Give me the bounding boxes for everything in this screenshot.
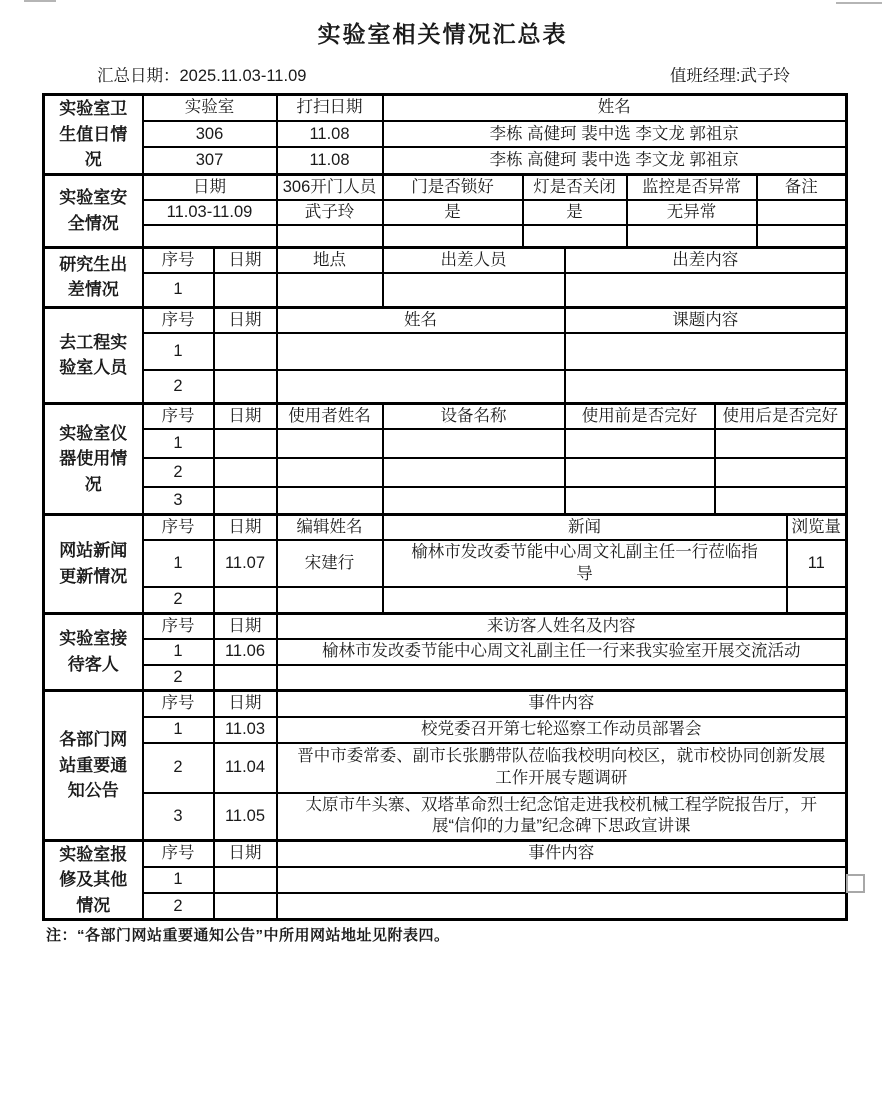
col-header: 姓名 — [383, 95, 847, 122]
cell — [214, 273, 277, 307]
col-header: 姓名 — [277, 307, 565, 333]
cell: 2 — [143, 370, 214, 403]
cell: 11.08 — [277, 147, 383, 174]
duty-manager-name: 武子玲 — [740, 67, 790, 85]
summary-date-label: 汇总日期： — [97, 67, 180, 85]
cell: 11.06 — [214, 639, 277, 664]
col-header: 日期 — [214, 514, 277, 540]
cell — [383, 225, 523, 247]
empty-checkbox — [846, 874, 865, 893]
cell — [383, 273, 565, 307]
cell: 李栋 高健珂 裴中选 李文龙 郭祖京 — [383, 147, 847, 174]
cell: 11.03 — [214, 717, 277, 742]
col-header: 地点 — [277, 247, 383, 273]
cell — [277, 867, 847, 894]
cell — [757, 200, 847, 225]
col-header: 出差内容 — [565, 247, 847, 273]
col-header: 序号 — [143, 690, 214, 717]
cell — [277, 587, 383, 613]
col-header: 设备名称 — [383, 403, 565, 429]
col-header: 306开门人员 — [277, 174, 383, 200]
col-header: 事件内容 — [277, 690, 847, 717]
cell: 2 — [143, 587, 214, 613]
col-header: 新闻 — [383, 514, 787, 540]
cell — [214, 370, 277, 403]
col-header: 浏览量 — [787, 514, 847, 540]
cell — [565, 458, 715, 487]
col-header: 课题内容 — [565, 307, 847, 333]
footnote: 注：“各部门网站重要通知公告”中所用网站地址见附表四。 — [46, 927, 450, 945]
cell: 1 — [143, 639, 214, 664]
cell — [715, 458, 847, 487]
col-header: 编辑姓名 — [277, 514, 383, 540]
cell — [565, 487, 715, 514]
cell: 是 — [523, 200, 627, 225]
cell: 1 — [143, 333, 214, 370]
section-header-notices: 各部门网站重要通知公告 — [44, 690, 143, 840]
cell: 榆林市发改委节能中心周文礼副主任一行莅临指导 — [383, 540, 787, 587]
cell — [277, 273, 383, 307]
summary-table — [42, 93, 848, 921]
cell: 武子玲 — [277, 200, 383, 225]
col-header: 使用后是否完好 — [715, 403, 847, 429]
cell: 1 — [143, 273, 214, 307]
section-header-guests: 实验室接待客人 — [44, 613, 143, 690]
cell: 11.04 — [214, 743, 277, 793]
cell: 11.03-11.09 — [143, 200, 277, 225]
col-header: 监控是否异常 — [627, 174, 757, 200]
cell — [383, 429, 565, 458]
cell — [143, 225, 277, 247]
cell: 1 — [143, 540, 214, 587]
col-header: 灯是否关闭 — [523, 174, 627, 200]
col-header: 日期 — [214, 247, 277, 273]
cell — [277, 429, 383, 458]
cell: 宋建行 — [277, 540, 383, 587]
cell: 李栋 高健珂 裴中选 李文龙 郭祖京 — [383, 121, 847, 147]
col-header: 序号 — [143, 613, 214, 639]
cell: 1 — [143, 867, 214, 894]
col-header: 序号 — [143, 840, 214, 866]
summary-date — [97, 62, 306, 86]
cell — [523, 225, 627, 247]
cell: 1 — [143, 717, 214, 742]
cell — [627, 225, 757, 247]
col-header: 实验室 — [143, 95, 277, 122]
cell — [214, 333, 277, 370]
cell: 榆林市发改委节能中心周文礼副主任一行来我实验室开展交流活动 — [277, 639, 847, 664]
cell — [277, 893, 847, 920]
cell: 11 — [787, 540, 847, 587]
col-header: 序号 — [143, 247, 214, 273]
cell: 2 — [143, 743, 214, 793]
scan-artifact — [24, 0, 56, 2]
summary-date-value: 2025.11.03-11.09 — [179, 67, 307, 85]
cell: 2 — [143, 458, 214, 487]
cell: 2 — [143, 893, 214, 920]
col-header: 来访客人姓名及内容 — [277, 613, 847, 639]
cell: 2 — [143, 665, 214, 691]
cell — [277, 333, 565, 370]
cell: 11.08 — [277, 121, 383, 147]
cell: 11.05 — [214, 793, 277, 840]
cell — [277, 665, 847, 691]
section-header-engineering: 去工程实验室人员 — [44, 307, 143, 403]
cell: 1 — [143, 429, 214, 458]
cell: 校党委召开第七轮巡察工作动员部署会 — [277, 717, 847, 742]
cell — [214, 429, 277, 458]
cell — [277, 370, 565, 403]
col-header: 事件内容 — [277, 840, 847, 866]
col-header: 日期 — [214, 403, 277, 429]
section-header-hygiene: 实验室卫生值日情况 — [44, 95, 143, 175]
cell: 无异常 — [627, 200, 757, 225]
cell — [787, 587, 847, 613]
scan-artifact — [836, 2, 882, 4]
cell — [214, 893, 277, 920]
cell — [214, 665, 277, 691]
col-header: 打扫日期 — [277, 95, 383, 122]
cell: 太原市牛头寨、双塔革命烈士纪念馆走进我校机械工程学院报告厅，开展“信仰的力量”纪念碑下思政宣讲课 — [277, 793, 847, 840]
footer-row — [46, 924, 885, 945]
section-header-travel: 研究生出差情况 — [44, 247, 143, 307]
cell — [277, 487, 383, 514]
col-header: 备注 — [757, 174, 847, 200]
cell — [214, 867, 277, 894]
cell — [214, 487, 277, 514]
col-header: 使用前是否完好 — [565, 403, 715, 429]
section-header-news: 网站新闻更新情况 — [44, 514, 143, 613]
cell — [565, 429, 715, 458]
col-header: 门是否锁好 — [383, 174, 523, 200]
cell — [383, 458, 565, 487]
cell — [214, 587, 277, 613]
cell — [565, 333, 847, 370]
duty-manager — [670, 62, 790, 86]
cell — [565, 273, 847, 307]
cell — [715, 429, 847, 458]
cell — [565, 370, 847, 403]
section-header-instruments: 实验室仪器使用情况 — [44, 403, 143, 514]
col-header: 日期 — [214, 840, 277, 866]
cell — [383, 487, 565, 514]
cell — [277, 458, 383, 487]
section-header-repairs: 实验室报修及其他情况 — [44, 840, 143, 920]
cell: 3 — [143, 793, 214, 840]
cell: 11.07 — [214, 540, 277, 587]
col-header: 使用者姓名 — [277, 403, 383, 429]
cell: 307 — [143, 147, 277, 174]
col-header: 日期 — [214, 690, 277, 717]
page-title: 实验室相关情况汇总表 — [317, 21, 568, 47]
duty-manager-label: 值班经理: — [669, 67, 741, 85]
section-header-safety: 实验室安全情况 — [44, 174, 143, 247]
col-header: 出差人员 — [383, 247, 565, 273]
col-header: 日期 — [214, 307, 277, 333]
col-header: 序号 — [143, 403, 214, 429]
col-header: 序号 — [143, 514, 214, 540]
col-header: 日期 — [214, 613, 277, 639]
cell: 306 — [143, 121, 277, 147]
cell — [715, 487, 847, 514]
cell: 是 — [383, 200, 523, 225]
cell: 晋中市委常委、副市长张鹏带队莅临我校明向校区，就市校协同创新发展工作开展专题调研 — [277, 743, 847, 793]
cell — [214, 458, 277, 487]
cell: 3 — [143, 487, 214, 514]
col-header: 日期 — [143, 174, 277, 200]
cell — [277, 225, 383, 247]
cell — [383, 587, 787, 613]
meta-row — [97, 62, 790, 86]
col-header: 序号 — [143, 307, 214, 333]
cell — [757, 225, 847, 247]
